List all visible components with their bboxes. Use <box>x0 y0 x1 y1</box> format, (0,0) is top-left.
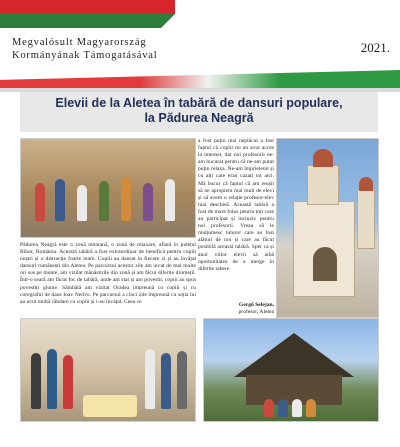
flag-stripe-green <box>0 14 175 28</box>
church-entrance <box>313 247 337 281</box>
article-headline <box>20 96 378 126</box>
person-figure <box>177 351 187 409</box>
sponsor-title-line1: Megvalósult Magyarország <box>12 37 147 48</box>
person-figure <box>99 181 109 221</box>
church-tower <box>307 165 339 205</box>
church-dome <box>313 149 333 167</box>
body-paragraph: a fost puțin mai neplăcut a fost faptul că copiii nu au avut acces la internet, dar noi profesorii ne-am bucurat pentru că ne-am putut puțin relaxa. Ne-am împrietenit și cu alți care erau cazați tot aici. Mă bucur că faptul că am reușit să ne apropiem mai mult de elevi și să avem o relație profesor-elev mai deschisă. Această tabără a fost de mare folos pentru toți care au participat și incluziv pentru noi profesorii. Vreau să le mulțumesc tuturor care au fost alături de noi și care au făcut posibilă această tabără. Sper ca și anul viitor elevii să aibă oportunitatea de a merge în diferite tabere. <box>198 138 274 272</box>
person-figure <box>161 353 171 409</box>
photo-wooden-church <box>203 318 379 422</box>
headline-line1: Elevii de la Aletea în tabără de dansuri populare, <box>55 96 343 110</box>
signature-role: profesor, Aletea <box>238 309 274 315</box>
person-figure <box>264 399 274 417</box>
photo-church <box>276 138 379 318</box>
person-figure <box>31 353 41 409</box>
body-paragraph: Pădurea Neagră este o zonă montană, o zonă de relaxare, aflată în județul Bihor, România. Această tabără a fost extraordinar de benefică pentru copiii noștri și o distracție foarte mare. Copiii au dansat in fiecare zi și au învățat dansuri românești din Aletea. Pe parcursul acestor zile am urcat de mai multe ori sus pe munte, am vizitat mănăstirile din zonă și am făcut diferite drumeții. Într-o seară am făcut foc de tabără, unde am stat și am povestit, copiii au spus povestiți glume. Sâmbătă am vizitat Oradea împreună cu copiii și cu coregraful de dans Ioav Nedvo. Pe parcursul a cinci zile împreună cu soția lui au avut multă răbdare cu copiii și i-au învățat. Ceea ce <box>20 242 196 305</box>
person-figure <box>143 183 153 221</box>
signature <box>198 302 274 316</box>
wooden-church-roof <box>234 333 354 377</box>
signature-name: Gergő Selejan, <box>238 302 274 308</box>
person-figure <box>55 179 65 221</box>
person-figure <box>121 177 131 221</box>
sponsor-title-line2: Kormányának Támogatásával <box>12 50 158 61</box>
headline-line2: la Pădurea Neagră <box>144 111 254 125</box>
cake-table <box>83 395 137 417</box>
article-body-middle <box>198 138 274 273</box>
person-figure <box>165 179 175 221</box>
person-figure <box>47 349 57 409</box>
person-figure <box>306 399 316 417</box>
photo-group-celebration <box>20 318 196 422</box>
person-figure <box>63 355 73 409</box>
photo-dance-hall <box>20 138 196 238</box>
church-side-dome <box>359 177 373 191</box>
person-figure <box>145 349 155 409</box>
person-figure <box>35 183 45 221</box>
person-figure <box>292 399 302 417</box>
sponsor-title <box>12 36 157 62</box>
person-figure <box>278 399 288 417</box>
church-side-tower <box>357 189 375 249</box>
page-header <box>0 0 400 92</box>
flag-stripe-red <box>0 0 175 14</box>
tricolor-swoosh <box>0 70 400 88</box>
article-body-left <box>20 242 196 306</box>
year-label: 2021. <box>360 40 390 55</box>
person-figure <box>77 185 87 221</box>
